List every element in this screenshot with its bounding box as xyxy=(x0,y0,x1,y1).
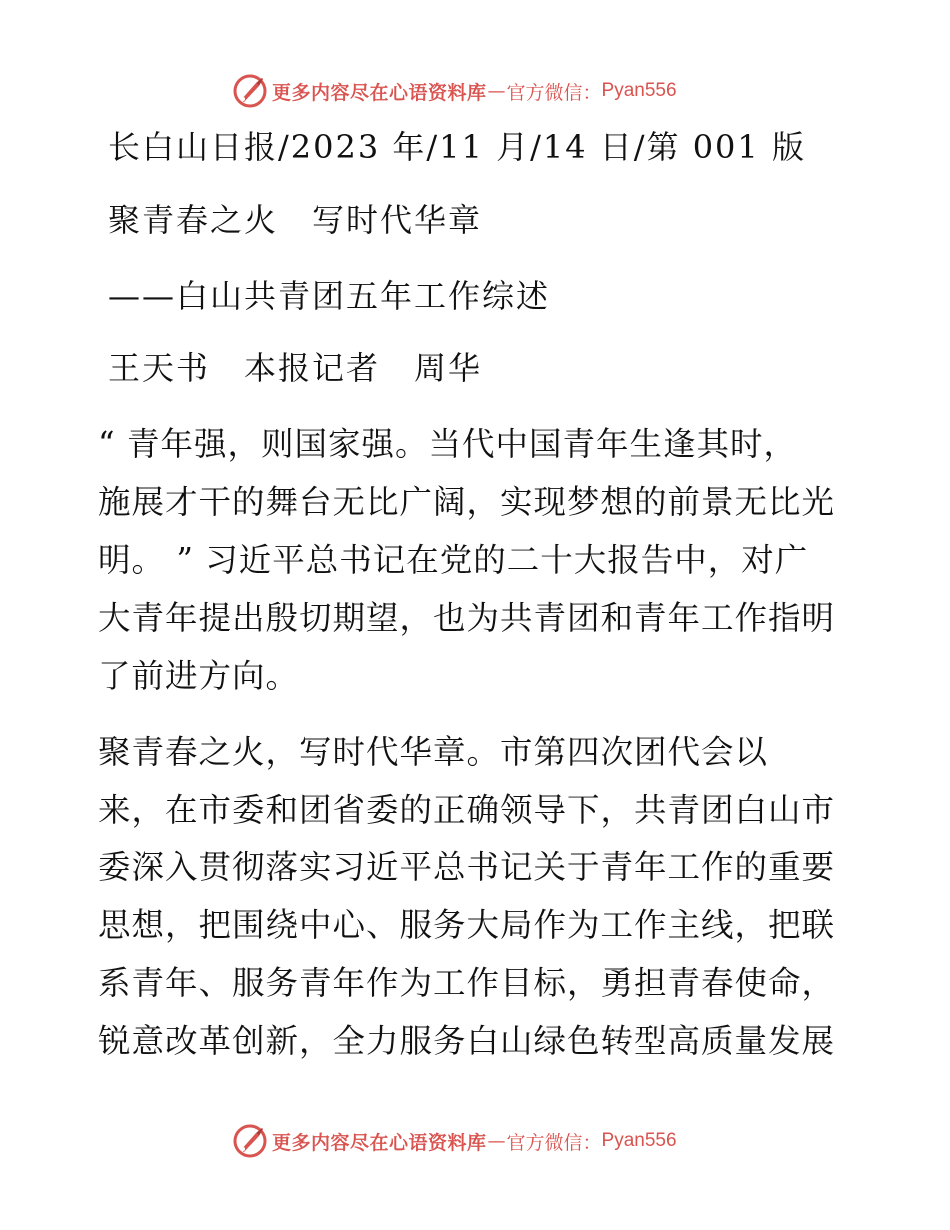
paragraph-line: “ 青年强，则国家强。当代中国青年生逢其时， xyxy=(98,425,797,463)
watermark-text: 更多内容尽在心语资料库 xyxy=(272,1131,487,1154)
watermark-text: 更多内容尽在心语资料库 xyxy=(272,81,487,104)
watermark-dash: — xyxy=(487,1130,506,1152)
article-title: 聚青春之火 写时代华章 xyxy=(108,201,483,239)
paragraph-line: 锐意改革创新，全力服务白山绿色转型高质量发展 xyxy=(98,1022,836,1060)
paragraph-line: 大青年提出殷切期望，也为共青团和青年工作指明 xyxy=(98,599,836,637)
quill-pen-logo-icon xyxy=(232,1123,268,1159)
paragraph-line: 系青年、服务青年作为工作目标，勇担青春使命， xyxy=(98,964,836,1002)
paragraph-line: 思想，把围绕中心、服务大局作为工作主线，把联 xyxy=(98,906,836,944)
byline: 王天书 本报记者 周华 xyxy=(108,349,483,387)
quill-pen-logo-icon xyxy=(232,73,268,109)
watermark-dash: — xyxy=(487,80,506,102)
paragraph-line: 施展才干的舞台无比广阔，实现梦想的前景无比光 xyxy=(98,483,836,521)
paragraph-line: 了前进方向。 xyxy=(98,657,300,695)
source-line: 长白山日报/2023 年/11 月/14 日/第 001 版 xyxy=(108,128,806,166)
paragraph-line: 明。 ” 习近平总书记在党的二十大报告中，对广 xyxy=(98,541,809,579)
article-subtitle: ——白山共青团五年工作综述 xyxy=(108,277,551,315)
watermark-wechat-id: Pyan556 xyxy=(601,1130,677,1151)
watermark-wechat-id: Pyan556 xyxy=(601,80,677,101)
watermark-wechat-label: 官方微信： xyxy=(506,81,602,104)
watermark-bottom xyxy=(232,1121,677,1161)
paragraph-line: 聚青春之火，写时代华章。市第四次团代会以 xyxy=(98,733,769,771)
paragraph-line: 委深入贯彻落实习近平总书记关于青年工作的重要 xyxy=(98,848,836,886)
watermark-top xyxy=(232,71,677,111)
paragraph-line: 来，在市委和团省委的正确领导下，共青团白山市 xyxy=(98,791,836,829)
watermark-wechat-label: 官方微信： xyxy=(506,1131,602,1154)
